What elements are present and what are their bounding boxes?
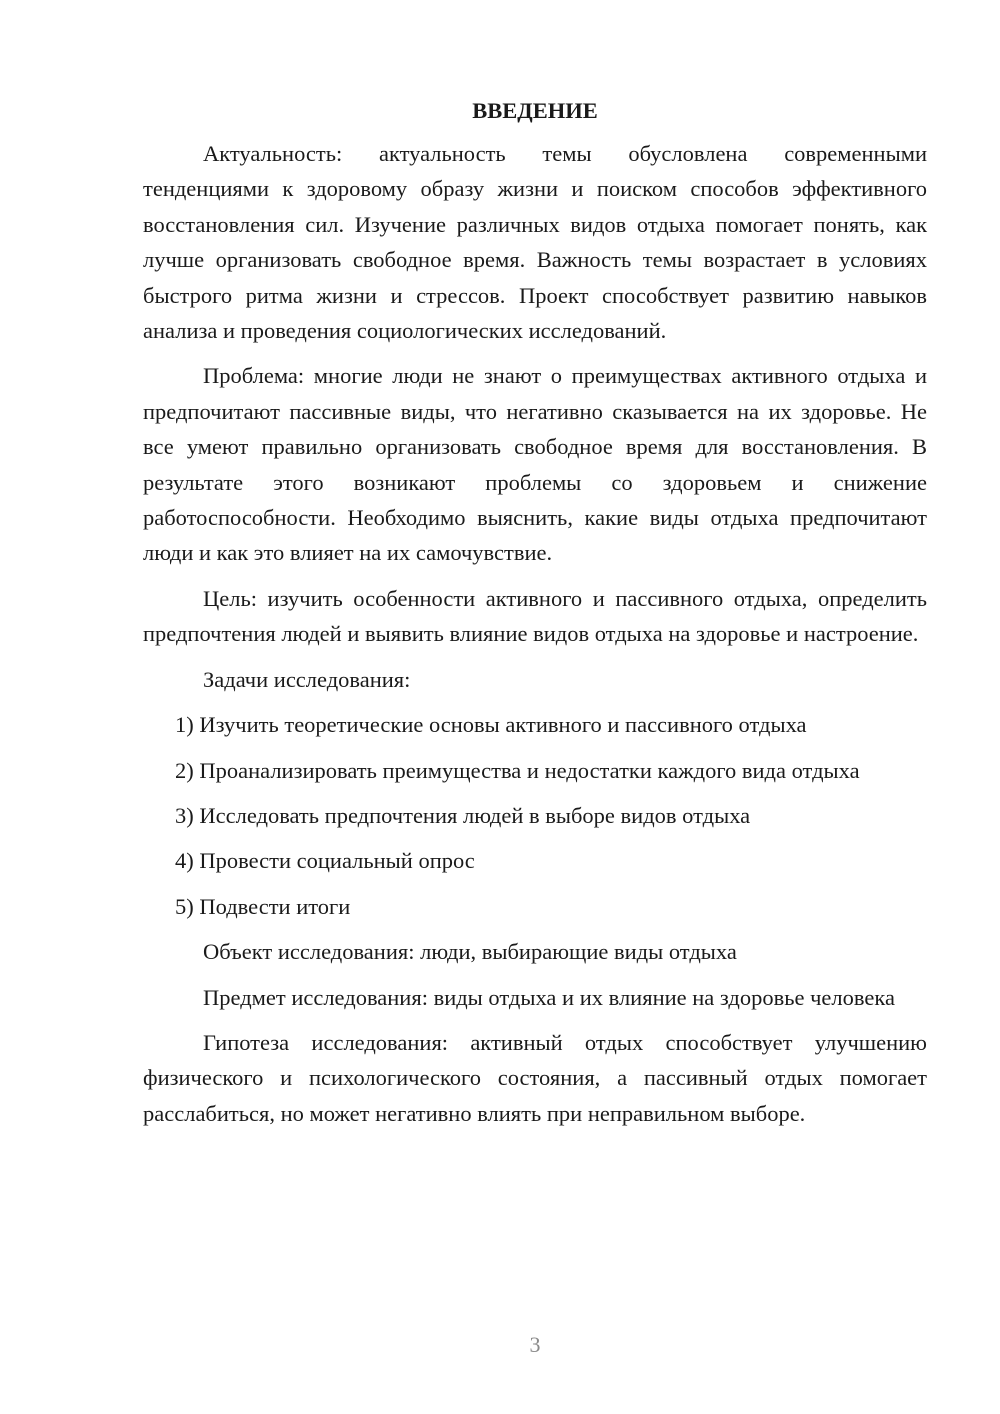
object-paragraph: Объект исследования: люди, выбирающие виды отдыха	[203, 939, 737, 965]
document-body	[143, 96, 927, 1141]
task-item: 1) Изучить теоретические основы активного и пассивного отдыха	[175, 712, 807, 738]
subject-paragraph: Предмет исследования: виды отдыха и их влияние на здоровье человека	[203, 984, 895, 1010]
problem-paragraph: Проблема: многие люди не знают о преимуществах активного отдыха и предпочитают пассивные виды, что негативно сказывается на их здоровье. Не все умеют правильно организовать свободное время для восстановления. В результате этого возникают проблемы со здоровьем и снижение работоспособности. Необходимо выяснить, какие виды отдыха предпочитают люди и как это влияет на их самочувствие.	[143, 363, 927, 566]
section-title: ВВЕДЕНИЕ	[472, 98, 598, 123]
hypothesis-paragraph: Гипотеза исследования: активный отдых способствует улучшению физического и психологического состояния, а пассивный отдых помогает расслабиться, но может негативно влиять при неправильном выборе.	[143, 1029, 927, 1126]
task-item: 4) Провести социальный опрос	[175, 848, 475, 874]
task-item: 5) Подвести итоги	[175, 893, 351, 919]
task-item: 3) Исследовать предпочтения людей в выборе видов отдыха	[175, 802, 751, 828]
tasks-heading: Задачи исследования:	[203, 666, 411, 692]
page-number: 3	[529, 1332, 541, 1357]
goal-paragraph: Цель: изучить особенности активного и пассивного отдыха, определить предпочтения людей и выявить влияние видов отдыха на здоровье и настроение.	[143, 585, 927, 647]
relevance-paragraph: Актуальность: актуальность темы обусловлена современными тенденциями к здоровому образу жизни и поиском способов эффективного восстановления сил. Изучение различных видов отдыха помогает понять, как лучше организовать свободное время. Важность темы возрастает в условиях быстрого ритма жизни и стрессов. Проект способствует развитию навыков анализа и проведения социологических исследований.	[143, 141, 927, 344]
task-item: 2) Проанализировать преимущества и недостатки каждого вида отдыха	[175, 757, 860, 783]
